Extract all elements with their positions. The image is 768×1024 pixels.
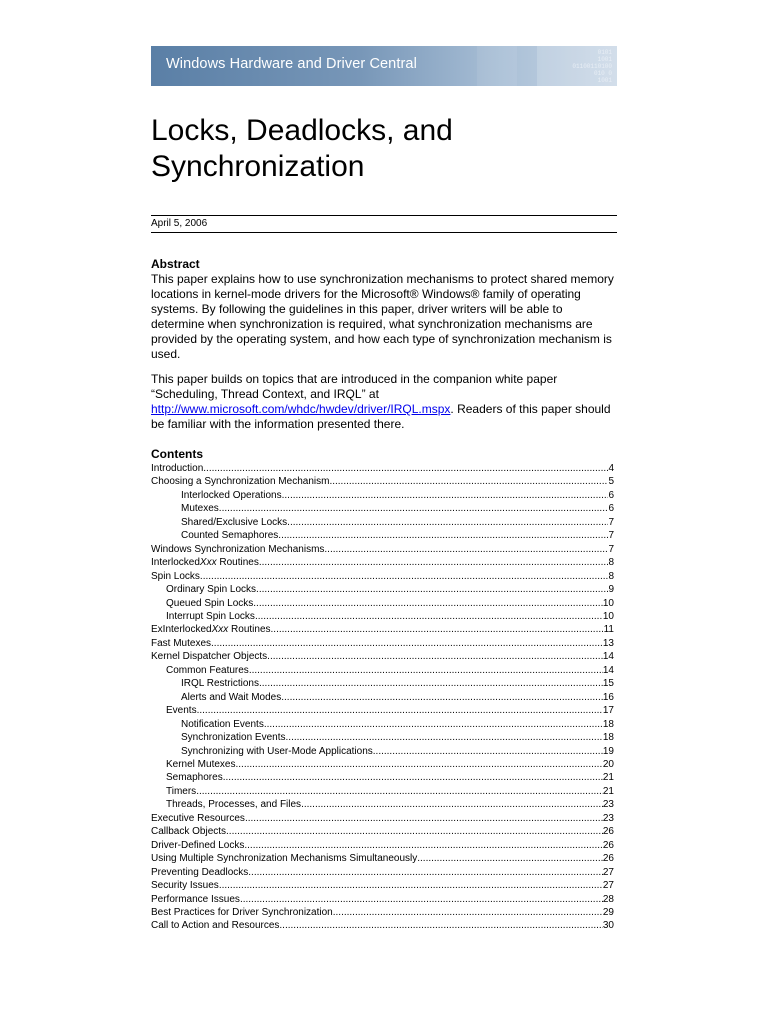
- toc-entry[interactable]: Kernel Mutexes ..... 20: [151, 758, 614, 771]
- toc-entry[interactable]: IRQL Restrictions ..... 15: [151, 677, 614, 690]
- toc-entry[interactable]: Executive Resources ..... 23: [151, 812, 614, 825]
- toc-entry[interactable]: Driver-Defined Locks ..... 26: [151, 839, 614, 852]
- abstract-paragraph-2: [151, 372, 617, 432]
- paragraph-2-outro: . Readers of this paper should be familiar with the information presented there.: [151, 402, 611, 431]
- toc-entry[interactable]: Security Issues ..... 27: [151, 879, 614, 892]
- toc-entry[interactable]: Interlocked Operations ..... 6: [151, 489, 614, 502]
- toc-entry[interactable]: Performance Issues ..... 28: [151, 893, 614, 906]
- toc-entry[interactable]: Kernel Dispatcher Objects ..... 14: [151, 650, 614, 663]
- irql-paper-link[interactable]: http://www.microsoft.com/whdc/hwdev/driver/IRQL.mspx: [151, 402, 451, 416]
- toc-entry[interactable]: InterlockedXxx Routines ..... 8: [151, 556, 614, 569]
- toc-entry[interactable]: Mutexes ..... 6: [151, 502, 614, 515]
- toc-entry[interactable]: Semaphores ..... 21: [151, 771, 614, 784]
- svg-text:01100110100: 01100110100: [572, 63, 612, 70]
- toc-entry[interactable]: Introduction ..... 4: [151, 462, 614, 475]
- svg-text:0101: 0101: [597, 49, 612, 56]
- header-banner: [151, 46, 617, 86]
- banner-graphic-icon: [417, 46, 617, 86]
- contents-heading: Contents: [151, 447, 203, 461]
- toc-entry[interactable]: Alerts and Wait Modes ..... 16: [151, 691, 614, 704]
- toc-entry[interactable]: Using Multiple Synchronization Mechanisms Simultaneously ..... 26: [151, 852, 614, 865]
- toc-entry[interactable]: Windows Synchronization Mechanisms ..... 7: [151, 543, 614, 556]
- date-rule-top: [151, 215, 617, 216]
- toc-entry[interactable]: Timers ..... 21: [151, 785, 614, 798]
- svg-text:010 0: 010 0: [593, 70, 612, 77]
- toc-entry[interactable]: Ordinary Spin Locks ..... 9: [151, 583, 614, 596]
- date-rule-bottom: [151, 232, 617, 233]
- toc-entry[interactable]: Synchronizing with User-Mode Applications ..... 19: [151, 745, 614, 758]
- toc-entry[interactable]: Synchronization Events ..... 18: [151, 731, 614, 744]
- svg-text:1001: 1001: [597, 77, 612, 84]
- svg-text:1001: 1001: [597, 56, 612, 63]
- toc-entry[interactable]: Call to Action and Resources ..... 30: [151, 919, 614, 932]
- table-of-contents: [151, 462, 614, 933]
- toc-entry[interactable]: Notification Events ..... 18: [151, 718, 614, 731]
- toc-entry[interactable]: Callback Objects ..... 26: [151, 825, 614, 838]
- page-title: [151, 113, 621, 185]
- toc-entry[interactable]: Best Practices for Driver Synchronization ..... 29: [151, 906, 614, 919]
- toc-entry[interactable]: Shared/Exclusive Locks ..... 7: [151, 516, 614, 529]
- toc-entry[interactable]: Preventing Deadlocks ..... 27: [151, 866, 614, 879]
- toc-entry[interactable]: Threads, Processes, and Files ..... 23: [151, 798, 614, 811]
- abstract-paragraph-1: This paper explains how to use synchronization mechanisms to protect shared memory locations in kernel-mode drivers for the Microsoft® Windows® family of operating systems. By following the guidelines in this paper, driver writers will be able to determine when synchronization is required, what synchronization mechanisms are provided by the operating system, and how each type of synchronization mechanism is used.: [151, 272, 614, 361]
- toc-entry[interactable]: Interrupt Spin Locks ..... 10: [151, 610, 614, 623]
- title-line-2: Synchronization: [151, 150, 365, 183]
- toc-entry[interactable]: Fast Mutexes ..... 13: [151, 637, 614, 650]
- title-line-1: Locks, Deadlocks, and: [151, 114, 453, 147]
- abstract-heading: Abstract: [151, 257, 200, 271]
- toc-entry[interactable]: Common Features ..... 14: [151, 664, 614, 677]
- publication-date: April 5, 2006: [151, 218, 208, 229]
- toc-entry[interactable]: ExInterlockedXxx Routines ..... 11: [151, 623, 614, 636]
- toc-entry[interactable]: Counted Semaphores ..... 7: [151, 529, 614, 542]
- paragraph-2-intro: This paper builds on topics that are introduced in the companion white paper “Scheduling, Thread Context, and IRQL” at: [151, 372, 558, 401]
- toc-entry[interactable]: Queued Spin Locks ..... 10: [151, 597, 614, 610]
- toc-entry[interactable]: Choosing a Synchronization Mechanism ..... 5: [151, 475, 614, 488]
- banner-title: Windows Hardware and Driver Central: [166, 56, 417, 72]
- toc-entry[interactable]: Events ..... 17: [151, 704, 614, 717]
- toc-entry[interactable]: Spin Locks ..... 8: [151, 570, 614, 583]
